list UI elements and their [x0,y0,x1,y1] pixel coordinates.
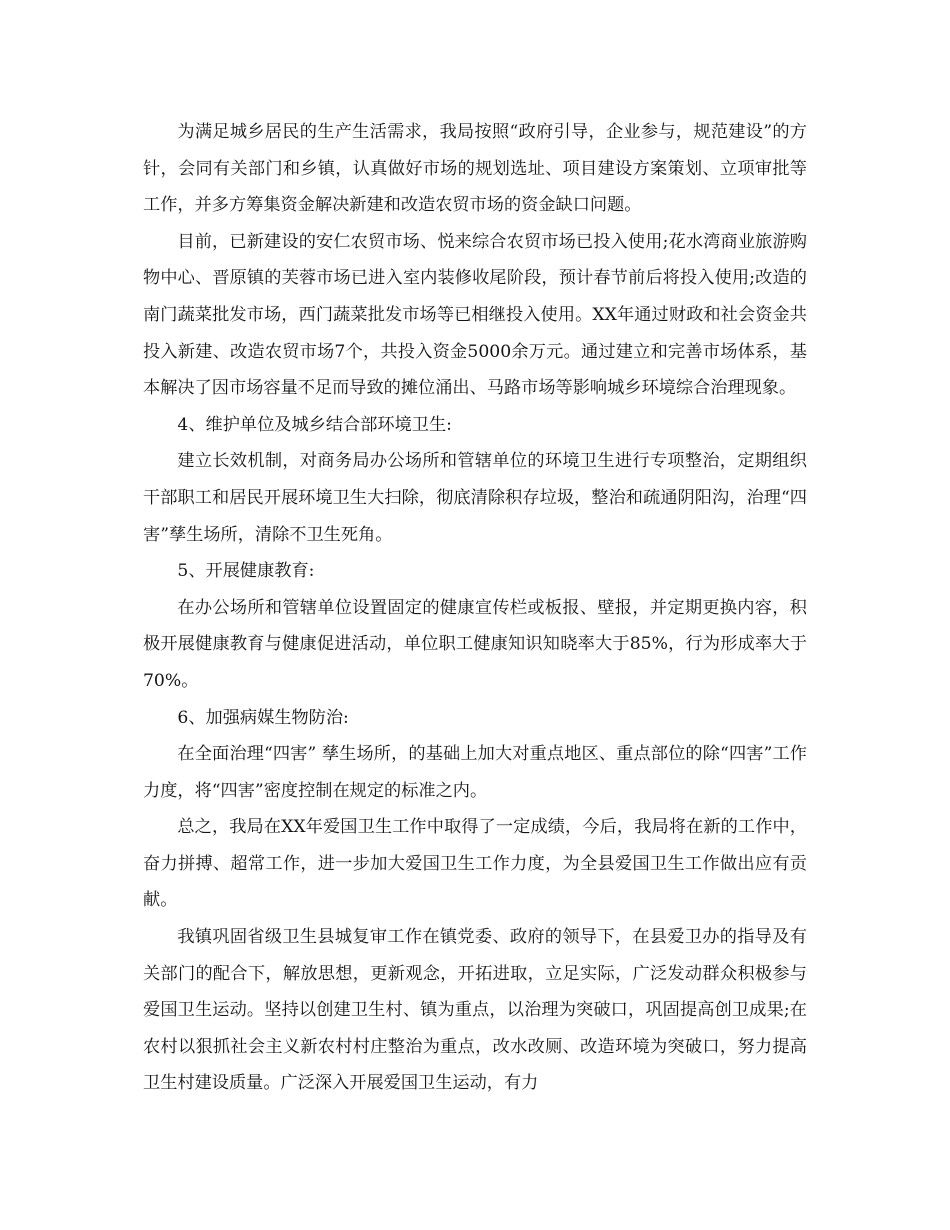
paragraph-market-progress: 目前，已新建设的安仁农贸市场、悦来综合农贸市场已投入使用;花水湾商业旅游购物中心、晋原镇的芙蓉市场已进入室内装修收尾阶段，预计春节前后将投入使用;改造的南门蔬菜批发市场，西门蔬菜批发市场等已相继投入使用。XX年通过财政和社会资金共投入新建、改造农贸市场7个，共投入资金5000余万元。通过建立和完善市场体系，基本解决了因市场容量不足而导致的摊位涌出、马路市场等影响城乡环境综合治理现象。 [143,231,807,399]
section-heading-vector-control: 6、加强病媒生物防治: [177,707,349,728]
paragraph-vector-control: 在全面治理“四害” 孳生场所，的基础上加大对重点地区、重点部位的除“四害”工作力度，将“四害”密度控制在规定的标准之内。 [143,744,807,801]
document-body [143,114,807,1102]
paragraph-environment: 建立长效机制，对商务局办公场所和管辖单位的环境卫生进行专项整治，定期组织干部职工和居民开展环境卫生大扫除，彻底清除积存垃圾，整治和疏通阴阳沟，治理“四害”孳生场所，清除不卫生死角。 [143,451,807,545]
paragraph-health-education: 在办公场所和管辖单位设置固定的健康宣传栏或板报、壁报，并定期更换内容，积极开展健康教育与健康促进活动，单位职工健康知识知晓率大于85%，行为形成率大于70%。 [143,597,807,691]
section-heading-environment: 4、维护单位及城乡结合部环境卫生: [177,414,452,435]
paragraph-summary: 总之，我局在XX年爱国卫生工作中取得了一定成绩，今后，我局将在新的工作中，奋力拼搏、超常工作，进一步加大爱国卫生工作力度，为全县爱国卫生工作做出应有贡献。 [143,817,807,911]
section-heading-health-education: 5、开展健康教育: [177,561,315,582]
paragraph-town-report: 我镇巩固省级卫生县城复审工作在镇党委、政府的领导下，在县爱卫办的指导及有关部门的配合下，解放思想，更新观念，开拓进取，立足实际，广泛发动群众积极参与爱国卫生运动。坚持以创建卫生村、镇为重点，以治理为突破口，巩固提高创卫成果;在农村以狠抓社会主义新农村村庄整治为重点，改水改厕、改造环境为突破口，努力提高卫生村建设质量。广泛深入开展爱国卫生运动，有力 [143,927,807,1094]
paragraph-market-planning: 为满足城乡居民的生产生活需求，我局按照“政府引导，企业参与，规范建设”的方针，会同有关部门和乡镇，认真做好市场的规划选址、项目建设方案策划、立项审批等工作，并多方筹集资金解决新建和改造农贸市场的资金缺口问题。 [143,122,807,216]
